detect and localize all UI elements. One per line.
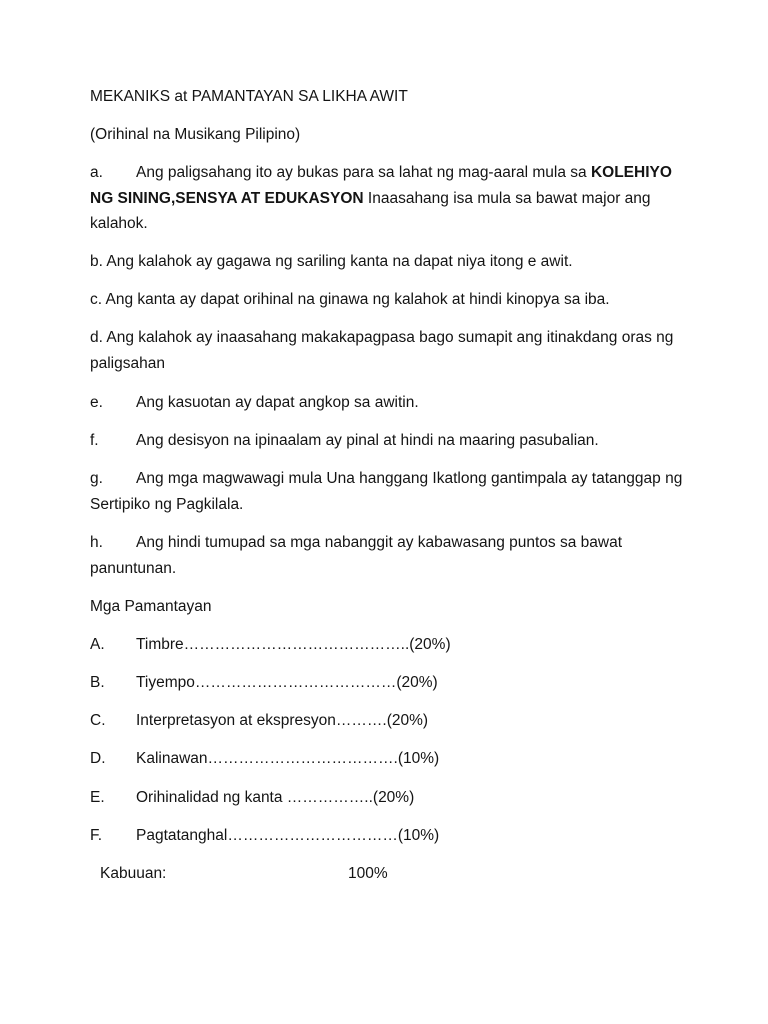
rule-e (90, 390, 419, 416)
rule-h-text: Ang hindi tumupad sa mga nabanggit ay kabawasang puntos sa bawat panuntunan. (90, 534, 623, 577)
college-name: KOLEHIYO NG SINING,SENSYA AT EDUKASYON (90, 164, 672, 207)
rule-b: b. Ang kalahok ay gagawa ng sariling kanta na dapat niya itong e awit. (90, 253, 573, 270)
criteria-text: Kalinawan……………………………….(10%) (136, 750, 440, 767)
rule-f-marker: f. (90, 432, 99, 449)
criteria-item (90, 785, 414, 811)
document-subtitle: (Orihinal na Musikang Pilipino) (90, 126, 301, 143)
criteria-item (90, 823, 439, 849)
criteria-text: Interpretasyon at ekspresyon……….(20%) (136, 712, 429, 729)
rule-a-marker: a. (90, 164, 103, 181)
rule-h-marker: h. (90, 534, 103, 551)
criteria-item (90, 708, 428, 734)
rule-g-marker: g. (90, 470, 103, 487)
rule-h (90, 530, 690, 581)
criteria-text: Timbre……………………………………..(20%) (136, 636, 451, 653)
criteria-text: Orihinalidad ng kanta ……………..(20%) (136, 789, 415, 806)
rule-f-text: Ang desisyon na ipinaalam ay pinal at hindi na maaring pasubalian. (136, 432, 599, 449)
rule-g (90, 466, 690, 517)
criteria-item (90, 670, 438, 696)
criteria-text: Pagtatanghal……………………………(10%) (136, 827, 440, 844)
rule-e-text: Ang kasuotan ay dapat angkop sa awitin. (136, 394, 419, 411)
total-label: Kabuuan: (100, 865, 167, 882)
rule-a (90, 160, 690, 237)
rule-c: c. Ang kanta ay dapat orihinal na ginawa ng kalahok at hindi kinopya sa iba. (90, 291, 610, 308)
criteria-marker: F. (90, 827, 103, 844)
criteria-marker: E. (90, 789, 105, 806)
criteria-heading: Mga Pamantayan (90, 598, 212, 615)
document-title: MEKANIKS at PAMANTAYAN SA LIKHA AWIT (90, 88, 408, 105)
rule-a-text: Ang paligsahang ito ay bukas para sa lahat ng mag-aaral mula sa (136, 164, 591, 181)
criteria-marker: B. (90, 674, 105, 691)
rule-d: d. Ang kalahok ay inaasahang makakapagpasa bago sumapit ang itinakdang oras ng paligsahan (90, 329, 674, 372)
total-value: 100% (348, 865, 388, 882)
rule-g-text: Ang mga magwawagi mula Una hanggang Ikatlong gantimpala ay tatanggap ng Sertipiko ng Pagkilala. (90, 470, 683, 513)
criteria-marker: A. (90, 636, 105, 653)
criteria-item (90, 632, 451, 658)
criteria-marker: C. (90, 712, 106, 729)
criteria-marker: D. (90, 750, 106, 767)
criteria-text: Tiyempo…………………………………(20%) (136, 674, 438, 691)
criteria-item (90, 746, 439, 772)
rule-f (90, 428, 599, 454)
rule-a-text-after: Inaasahang isa mula sa bawat major ang kalahok. (90, 189, 651, 232)
rule-e-marker: e. (90, 394, 103, 411)
